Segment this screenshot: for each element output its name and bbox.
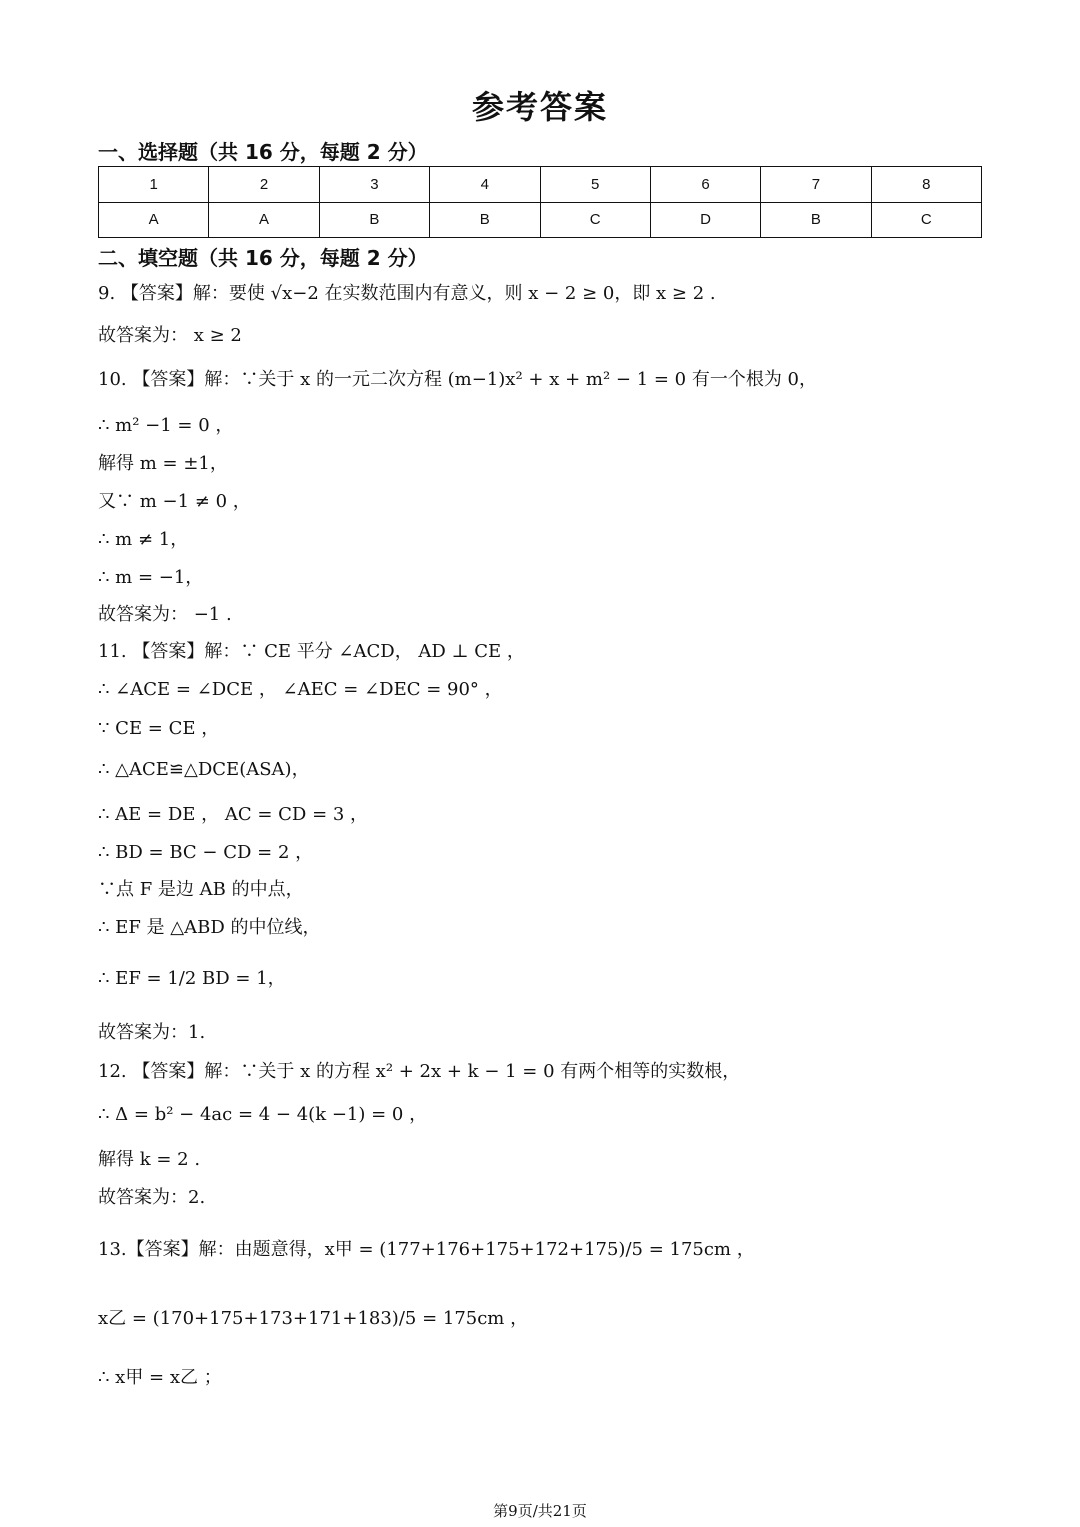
table-cell: 2 [209, 167, 319, 203]
solution-line: 故答案为：2. [98, 1187, 206, 1208]
table-answer-row [99, 202, 982, 238]
section-heading-fill: 二、填空题（共 16 分，每题 2 分） [98, 246, 428, 270]
solution-line: ∴ m ≠ 1， [98, 529, 189, 550]
table-cell: C [871, 202, 981, 238]
solution-line: 故答案为： −1 . [98, 604, 232, 625]
table-cell: A [209, 202, 319, 238]
table-cell: 4 [430, 167, 540, 203]
solution-line: ∴ m² −1 = 0 ， [98, 415, 234, 436]
solution-line: ∴ Δ = b² − 4ac = 4 − 4(k −1) = 0 ， [98, 1104, 428, 1125]
solution-line: ∴ m = −1， [98, 567, 204, 588]
table-cell: B [430, 202, 540, 238]
solution-line: ∴ EF 是 △ABD 的中位线， [98, 917, 321, 938]
section-heading-choice: 一、选择题（共 16 分，每题 2 分） [98, 140, 428, 164]
solution-line: 解得 k = 2 . [98, 1149, 201, 1170]
solution-line: ∵点 F 是边 AB 的中点， [98, 879, 304, 900]
solution-line: 解得 m = ±1， [98, 453, 228, 474]
solution-line: ∴ BD = BC − CD = 2 ， [98, 842, 314, 863]
page-number: 第9页/共21页 [493, 1502, 587, 1520]
solution-line: 11. 【答案】解：∵ CE 平分 ∠ACD， AD ⊥ CE ， [98, 641, 525, 662]
solution-line: 又∵ m −1 ≠ 0 ， [98, 491, 251, 512]
table-cell: C [540, 202, 650, 238]
solution-line: 12. 【答案】解：∵关于 x 的方程 x² + 2x + k − 1 = 0 有两个相等的实数根， [98, 1061, 741, 1082]
table-cell: 8 [871, 167, 981, 203]
solution-line: 故答案为：1. [98, 1022, 206, 1043]
solution-line: 9. 【答案】解：要使 √x−2 在实数范围内有意义，则 x − 2 ≥ 0，即 x ≥ 2 . [98, 283, 716, 304]
table-cell: D [650, 202, 760, 238]
solution-line: ∴ x甲 = x乙 ； [98, 1367, 222, 1388]
table-cell: 5 [540, 167, 650, 203]
table-cell: 3 [319, 167, 429, 203]
table-cell: B [761, 202, 871, 238]
solution-line: 10. 【答案】解：∵关于 x 的一元二次方程 (m−1)x² + x + m² − 1 = 0 有一个根为 0， [98, 369, 818, 390]
solution-line: ∴ △ACE≌△DCE(ASA)， [98, 759, 310, 780]
table-cell: A [99, 202, 209, 238]
table-cell: 1 [99, 167, 209, 203]
table-cell: 7 [761, 167, 871, 203]
page-title: 参考答案 [471, 88, 608, 126]
solution-line: ∴ AE = DE ， AC = CD = 3 ， [98, 804, 369, 825]
solution-line: ∴ EF = 1/2 BD = 1， [98, 968, 286, 989]
solution-line: ∴ ∠ACE = ∠DCE ， ∠AEC = ∠DEC = 90° ， [98, 679, 503, 700]
answer-table [98, 166, 982, 238]
solution-line: 13.【答案】解：由题意得，x甲 = (177+176+175+172+175)/5 = 175cm ， [98, 1239, 755, 1260]
table-cell: 6 [650, 167, 760, 203]
table-cell: B [319, 202, 429, 238]
solution-line: 故答案为： x ≥ 2 [98, 325, 242, 346]
table-header-row [99, 167, 982, 203]
solution-line: x乙 = (170+175+173+171+183)/5 = 175cm ， [98, 1308, 529, 1329]
solution-line: ∵ CE = CE ， [98, 718, 220, 739]
